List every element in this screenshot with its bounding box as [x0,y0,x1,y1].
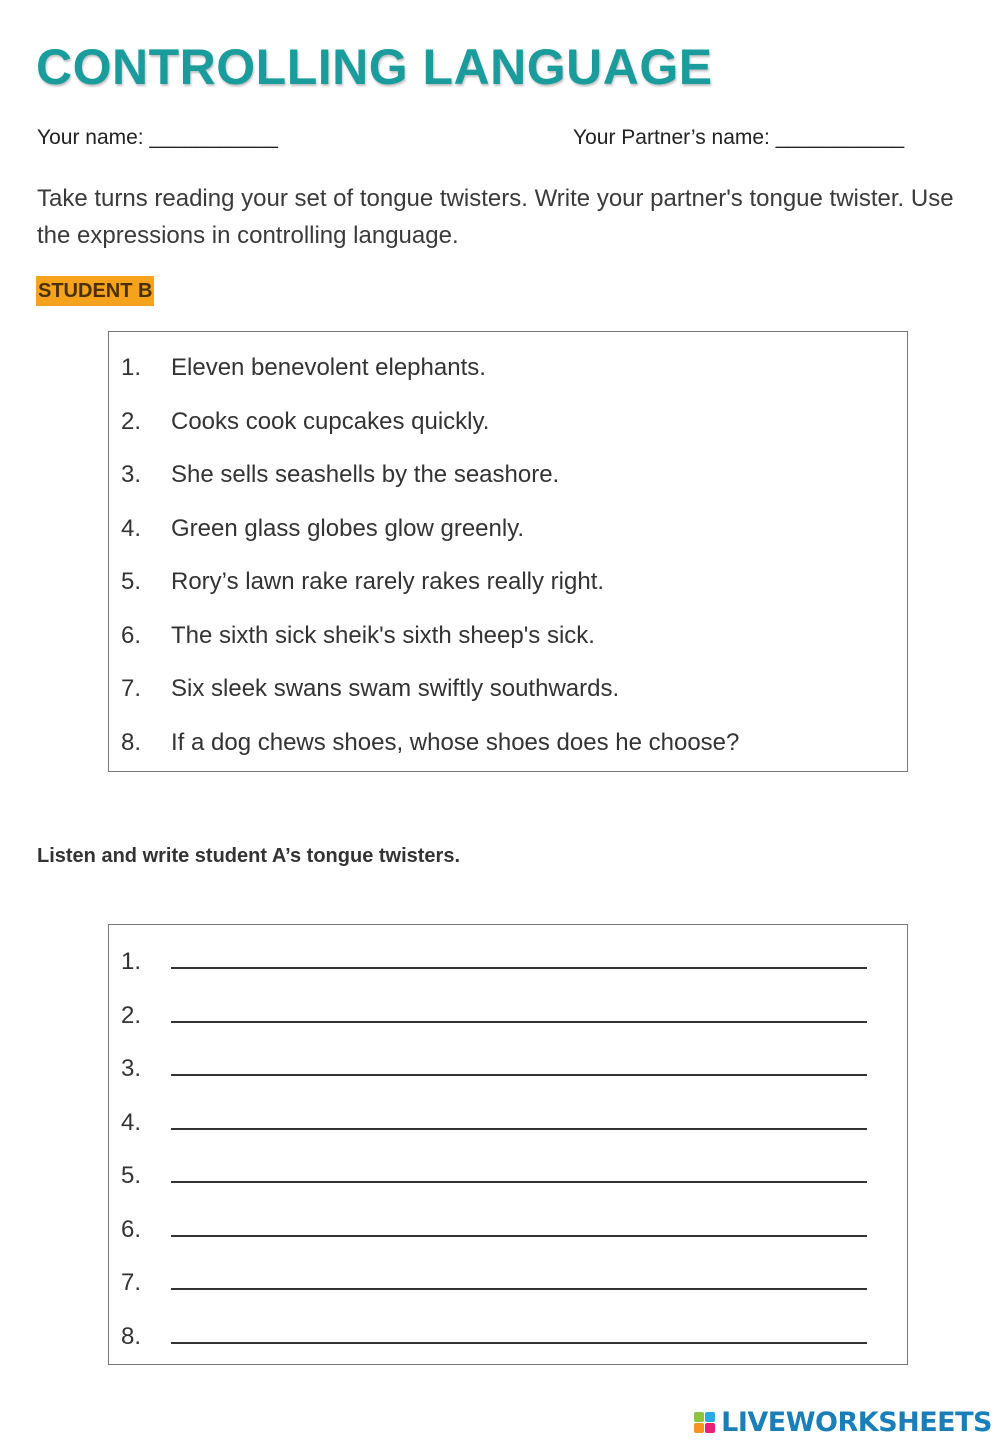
answer-number: 1. [121,948,142,975]
answer-number: 7. [121,1269,142,1296]
student-a-answer-box [108,924,908,1365]
twister-item [121,350,739,404]
twister-text: Six sleek swans swam swiftly southwards. [171,675,620,702]
answer-blank-6[interactable] [171,1211,867,1237]
logo-square-icon [694,1423,704,1433]
answer-item [121,1211,867,1265]
twister-number: 5. [121,568,142,595]
answer-item [121,1104,867,1158]
twister-item [121,618,739,672]
your-name-field: Your name: ___________ [37,126,278,149]
answer-item [121,997,867,1051]
twister-text: She sells seashells by the seashore. [171,461,560,488]
answer-item [121,1264,867,1318]
answer-blank-1[interactable] [171,943,867,969]
answer-item [121,1318,867,1372]
student-b-badge: STUDENT B [36,276,154,306]
twister-item [121,511,739,565]
answer-blank-5[interactable] [171,1157,867,1183]
twister-item [121,404,739,458]
twister-number: 6. [121,621,142,649]
twister-number: 1. [121,354,142,381]
answer-number: 2. [121,1001,142,1029]
answer-number: 5. [121,1162,142,1189]
answer-list [121,943,867,1371]
answer-blank-4[interactable] [171,1104,867,1130]
answer-number: 6. [121,1215,142,1243]
answer-blank-3[interactable] [171,1050,867,1076]
answer-item [121,1157,867,1211]
twister-number: 4. [121,514,142,542]
answer-blank-2[interactable] [171,997,867,1023]
twister-text: Cooks cook cupcakes quickly. [171,407,490,435]
logo-square-icon [705,1423,715,1433]
logo-square-icon [694,1412,704,1422]
twister-number: 3. [121,461,142,488]
answer-blank-8[interactable] [171,1318,867,1344]
listen-instruction: Listen and write student A’s tongue twisters. [37,845,461,867]
twister-number: 2. [121,407,142,435]
instructions-text: Take turns reading your set of tongue twisters. Write your partner's tongue twister. Use the expressions in controlling language. [37,185,954,249]
answer-item [121,1050,867,1104]
twister-item [121,457,739,511]
twister-item [121,671,739,725]
twister-text: If a dog chews shoes, whose shoes does he choose? [171,728,740,756]
logo-text: LIVEWORKSHEETS [721,1406,992,1438]
twister-item [121,725,739,779]
logo-square-icon [705,1412,715,1422]
answer-blank-7[interactable] [171,1264,867,1290]
twister-number: 8. [121,728,142,756]
answer-number: 4. [121,1108,142,1136]
twister-text: Rory’s lawn rake rarely rakes really right. [171,568,605,595]
twister-text: Eleven benevolent elephants. [171,354,486,381]
twister-item [121,564,739,618]
answer-item [121,943,867,997]
student-b-twister-list [121,350,739,778]
page-title: CONTROLLING LANGUAGE [36,39,713,95]
answer-number: 8. [121,1322,142,1350]
twister-text: Green glass globes glow greenly. [171,514,525,542]
twister-text: The sixth sick sheik's sixth sheep's sick. [171,621,595,649]
partner-name-field: Your Partner’s name: ___________ [573,126,905,149]
twister-number: 7. [121,675,142,702]
liveworksheets-logo[interactable] [694,1404,992,1440]
answer-number: 3. [121,1055,142,1082]
liveworksheets-mark-icon [694,1412,715,1433]
student-b-twister-box [108,331,908,772]
